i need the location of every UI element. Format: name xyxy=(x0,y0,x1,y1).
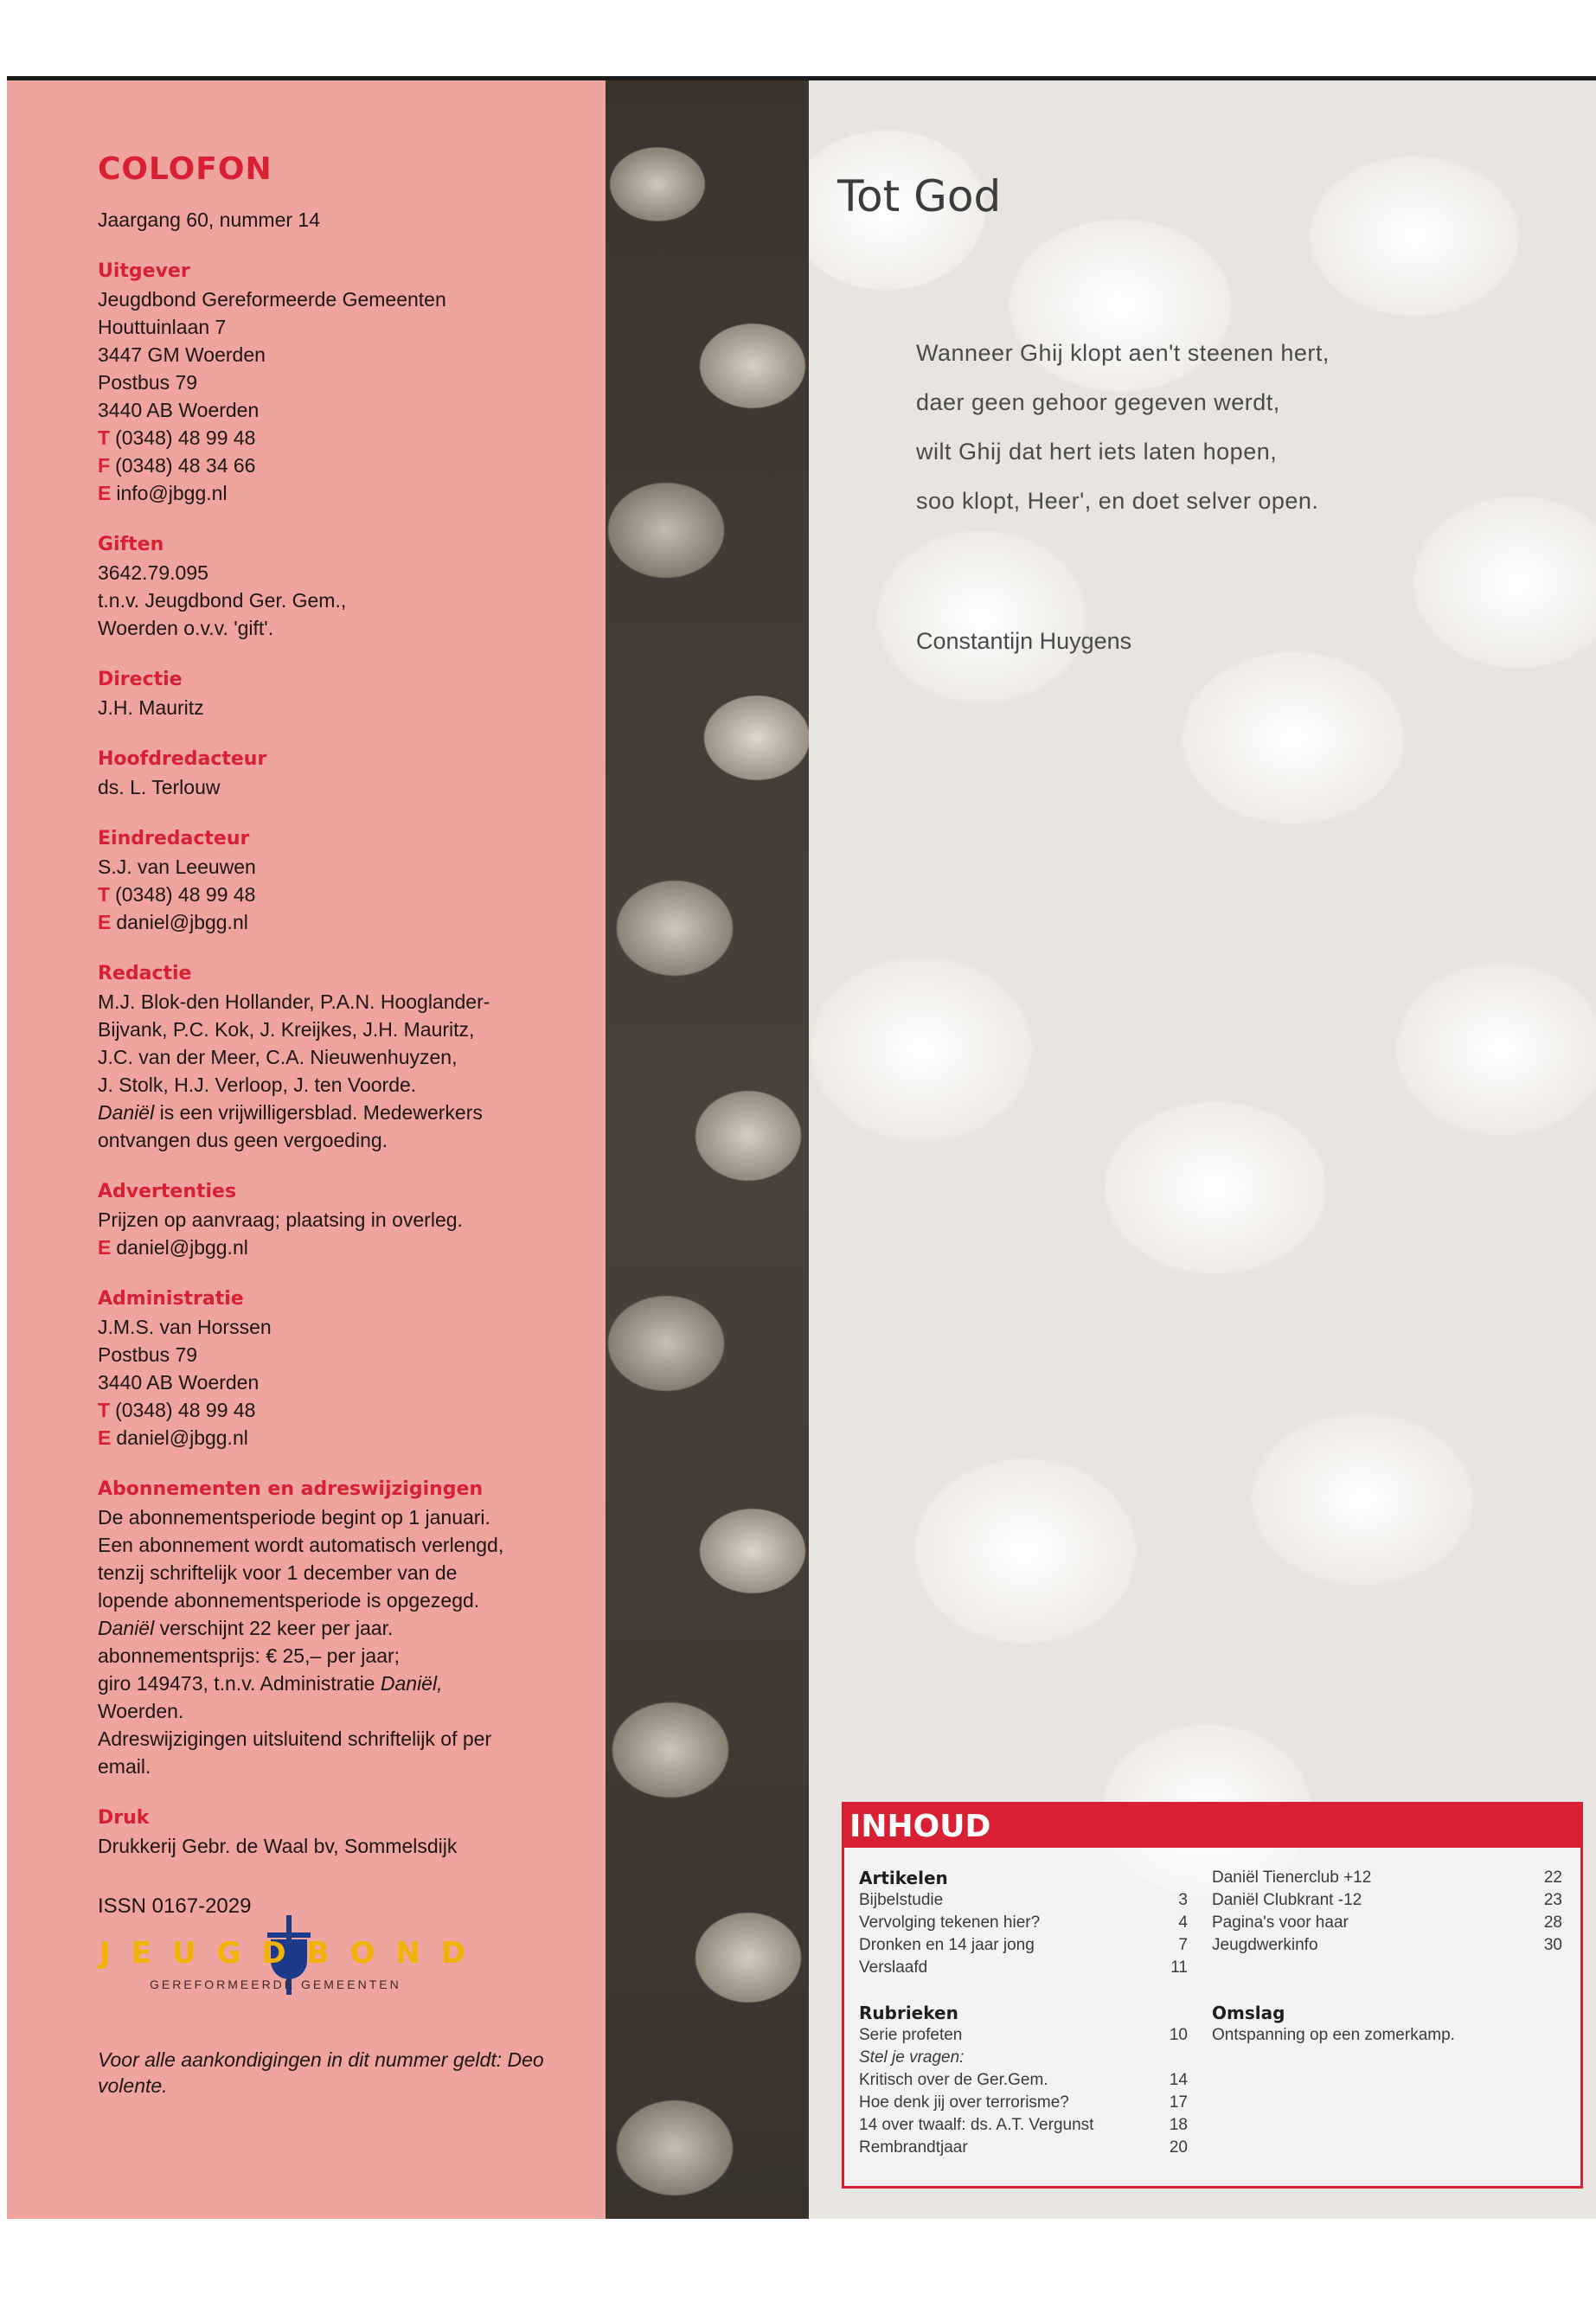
toc-entry-title: Rembrandtjaar xyxy=(859,2138,968,2157)
toc-entry-page: 28 xyxy=(1543,1913,1562,1932)
toc-entry-page: 23 xyxy=(1543,1891,1562,1909)
section-redactie xyxy=(98,960,562,1154)
toc-entry-page: 3 xyxy=(1178,1891,1188,1909)
section-uitgever xyxy=(98,258,562,507)
table-of-contents xyxy=(842,1802,1583,2189)
toc-entry[interactable] xyxy=(859,1957,1188,1979)
logo-wordmark: JEUGDBOND xyxy=(99,1936,487,1971)
toc-entry-page: 30 xyxy=(1543,1936,1562,1954)
toc-entry-title: Bijbelstudie xyxy=(859,1891,944,1909)
magazine-name: Daniël xyxy=(98,1617,155,1639)
email-address: daniel@jbgg.nl xyxy=(116,1426,248,1449)
toc-heading-omslag: Omslag xyxy=(1212,2003,1285,2023)
abonnement-line: email. xyxy=(98,1755,151,1778)
redactie-line: Bijvank, P.C. Kok, J. Kreijkes, J.H. Mauritz, xyxy=(98,1018,475,1041)
toc-entry-page: 4 xyxy=(1178,1913,1188,1932)
toc-entry[interactable] xyxy=(859,2137,1188,2159)
giften-line: Woerden o.v.v. 'gift'. xyxy=(98,617,274,639)
email-label: E xyxy=(98,911,112,933)
issue-info: Jaargang 60, nummer 14 xyxy=(98,208,320,231)
toc-entry-title: Vervolging tekenen hier? xyxy=(859,1913,1041,1932)
toc-entry-page: 14 xyxy=(1169,2071,1188,2089)
toc-entry-page: 20 xyxy=(1169,2138,1188,2157)
toc-entry-title: Dronken en 14 jaar jong xyxy=(859,1936,1035,1954)
email-line xyxy=(98,1234,562,1261)
toc-entry[interactable] xyxy=(859,2114,1188,2137)
toc-entry-page: 22 xyxy=(1543,1868,1562,1887)
email-address: daniel@jbgg.nl xyxy=(116,911,248,933)
address-line: 3440 AB Woerden xyxy=(98,399,260,421)
email-line xyxy=(98,1424,562,1452)
abonnement-text: giro 149473, t.n.v. Administratie xyxy=(98,1672,381,1695)
address-line: 3440 AB Woerden xyxy=(98,1371,260,1394)
toc-entry[interactable] xyxy=(859,2069,1188,2092)
toc-entry-page: 10 xyxy=(1169,2026,1188,2044)
section-directie xyxy=(98,666,562,721)
toc-entry[interactable] xyxy=(1212,1912,1562,1934)
abonnement-line: Adreswijzigingen uitsluitend schriftelijk of per xyxy=(98,1727,492,1750)
colofon-title: COLOFON xyxy=(98,151,272,187)
toc-entry-title: Stel je vragen: xyxy=(859,2048,965,2067)
section-giften xyxy=(98,531,562,642)
toc-entry-title: Hoe denk jij over terrorisme? xyxy=(859,2093,1069,2112)
phone-label: T xyxy=(98,426,111,449)
toc-entry-title: Kritisch over de Ger.Gem. xyxy=(859,2071,1048,2089)
toc-entry[interactable] xyxy=(859,1912,1188,1934)
section-heading: Eindredacteur xyxy=(98,828,250,849)
phone-label: T xyxy=(98,1399,111,1421)
colofon-column xyxy=(7,80,606,2219)
toc-entry-title: Serie profeten xyxy=(859,2026,963,2044)
fax-number: (0348) 48 34 66 xyxy=(115,454,256,477)
redactie-note xyxy=(98,1099,562,1126)
toc-entry[interactable] xyxy=(859,1934,1188,1957)
toc-entry-title: Daniël Clubkrant -12 xyxy=(1212,1891,1362,1909)
issn-number: ISSN 0167-2029 xyxy=(98,1894,252,1918)
toc-entry[interactable] xyxy=(1212,1934,1562,1957)
poem-line: soo klopt, Heer', en doet selver open. xyxy=(916,488,1319,514)
email-line xyxy=(98,908,562,936)
section-advertenties xyxy=(98,1178,562,1261)
abonnement-line xyxy=(98,1670,562,1697)
abonnement-line: Een abonnement wordt automatisch verlengd, xyxy=(98,1534,504,1556)
toc-heading-rubrieken: Rubrieken xyxy=(859,2003,958,2023)
toc-entry-page: 18 xyxy=(1169,2116,1188,2134)
magazine-name: Daniël xyxy=(98,1101,155,1124)
address-line: Postbus 79 xyxy=(98,1343,198,1366)
poem-line: Wanneer Ghij klopt aen't steenen hert, xyxy=(916,340,1330,366)
phone-line xyxy=(98,424,562,452)
redactie-note-2: ontvangen dus geen vergoeding. xyxy=(98,1129,388,1151)
email-address: daniel@jbgg.nl xyxy=(116,1236,248,1259)
toc-entry-title: Pagina's voor haar xyxy=(1212,1913,1349,1932)
deo-volente-note: Voor alle aankondigingen in dit nummer geldt: Deo volente. xyxy=(98,2048,544,2097)
giften-line: 3642.79.095 xyxy=(98,561,208,584)
toc-left-column xyxy=(859,1867,1188,2159)
toc-entry-title: Jeugdwerkinfo xyxy=(1212,1936,1318,1954)
section-druk xyxy=(98,1804,562,1860)
section-heading: Advertenties xyxy=(98,1181,237,1202)
phone-label: T xyxy=(98,883,111,906)
address-line: Houttuinlaan 7 xyxy=(98,316,227,338)
abonnement-line: abonnementsprijs: € 25,– per jaar; xyxy=(98,1644,401,1667)
fax-label: F xyxy=(98,454,111,477)
section-heading: Directie xyxy=(98,669,183,690)
email-label: E xyxy=(98,482,112,504)
magazine-name: Daniël, xyxy=(380,1672,443,1695)
phone-number: (0348) 48 99 48 xyxy=(115,426,256,449)
toc-entry[interactable] xyxy=(1212,1889,1562,1912)
abonnement-line: Woerden. xyxy=(98,1700,184,1722)
giften-line: t.n.v. Jeugdbond Ger. Gem., xyxy=(98,589,347,612)
toc-entry-title: 14 over twaalf: ds. A.T. Vergunst xyxy=(859,2116,1094,2134)
email-label: E xyxy=(98,1236,112,1259)
phone-number: (0348) 48 99 48 xyxy=(115,883,256,906)
toc-cover-text: Ontspanning op een zomerkamp. xyxy=(1212,2026,1455,2044)
toc-entry-title: Verslaafd xyxy=(859,1958,928,1977)
poem-line: daer geen gehoor gegeven werdt, xyxy=(916,389,1280,415)
hoofdredacteur-name: ds. L. Terlouw xyxy=(98,776,221,798)
section-eindredacteur xyxy=(98,825,562,936)
phone-line xyxy=(98,881,562,908)
section-heading: Administratie xyxy=(98,1288,244,1310)
abonnement-line: De abonnementsperiode begint op 1 januari. xyxy=(98,1506,490,1529)
section-abonnementen xyxy=(98,1476,562,1780)
abonnement-line: tenzij schriftelijk voor 1 december van de xyxy=(98,1561,458,1584)
abonnement-line xyxy=(98,1614,562,1642)
directie-name: J.H. Mauritz xyxy=(98,696,204,719)
toc-entry[interactable] xyxy=(1212,1867,1562,1889)
toc-entry[interactable] xyxy=(859,2092,1188,2114)
druk-text: Drukkerij Gebr. de Waal bv, Sommelsdijk xyxy=(98,1835,458,1857)
redactie-line: M.J. Blok-den Hollander, P.A.N. Hooglander- xyxy=(98,990,490,1013)
email-line xyxy=(98,479,562,507)
poem-page xyxy=(809,80,1596,2219)
note-text: is een vrijwilligersblad. Medewerkers xyxy=(154,1101,483,1124)
fax-line xyxy=(98,452,562,479)
toc-heading-artikelen: Artikelen xyxy=(859,1868,948,1888)
phone-number: (0348) 48 99 48 xyxy=(115,1399,256,1421)
poem-text xyxy=(916,329,1330,526)
address-line: Postbus 79 xyxy=(98,371,198,394)
toc-entry-title: Daniël Tienerclub +12 xyxy=(1212,1868,1372,1887)
section-heading: Redactie xyxy=(98,963,192,984)
section-heading: Abonnementen en adreswijzigingen xyxy=(98,1478,484,1500)
toc-entry-page: 11 xyxy=(1170,1958,1188,1977)
redactie-line: J.C. van der Meer, C.A. Nieuwenhuyzen, xyxy=(98,1046,458,1068)
address-line: J.M.S. van Horssen xyxy=(98,1316,272,1338)
email-label: E xyxy=(98,1426,112,1449)
toc-entry-page: 17 xyxy=(1169,2093,1188,2112)
poem-author: Constantijn Huygens xyxy=(916,628,1132,654)
abonnement-text: verschijnt 22 keer per jaar. xyxy=(154,1617,394,1639)
toc-entry-page: 7 xyxy=(1178,1936,1188,1954)
toc-right-column xyxy=(1212,1867,1562,2047)
address-line: 3447 GM Woerden xyxy=(98,343,266,366)
jeugdbond-logo xyxy=(98,1927,513,2005)
section-administratie xyxy=(98,1285,562,1452)
redactie-line: J. Stolk, H.J. Verloop, J. ten Voorde. xyxy=(98,1074,417,1096)
section-heading: Uitgever xyxy=(98,260,190,282)
logo-subtitle: GEREFORMEERDE GEMEENTEN xyxy=(150,1977,401,1991)
section-heading: Druk xyxy=(98,1807,150,1829)
abonnement-line: lopende abonnementsperiode is opgezegd. xyxy=(98,1589,480,1612)
toc-entry xyxy=(859,2047,1188,2069)
advertenties-text: Prijzen op aanvraag; plaatsing in overleg. xyxy=(98,1208,463,1231)
stone-photo-strip xyxy=(606,80,809,2219)
poem-title: Tot God xyxy=(837,171,1002,221)
section-heading: Giften xyxy=(98,534,164,555)
toc-entry[interactable] xyxy=(859,1889,1188,1912)
phone-line xyxy=(98,1396,562,1424)
section-hoofdredacteur xyxy=(98,746,562,801)
address-line: Jeugdbond Gereformeerde Gemeenten xyxy=(98,288,446,311)
poem-line: wilt Ghij dat hert iets laten hopen, xyxy=(916,439,1278,465)
email-address: info@jbgg.nl xyxy=(116,482,228,504)
toc-entry[interactable] xyxy=(859,2024,1188,2047)
eindredacteur-name: S.J. van Leeuwen xyxy=(98,856,256,878)
section-heading: Hoofdredacteur xyxy=(98,748,267,770)
toc-title: INHOUD xyxy=(844,1804,1580,1848)
